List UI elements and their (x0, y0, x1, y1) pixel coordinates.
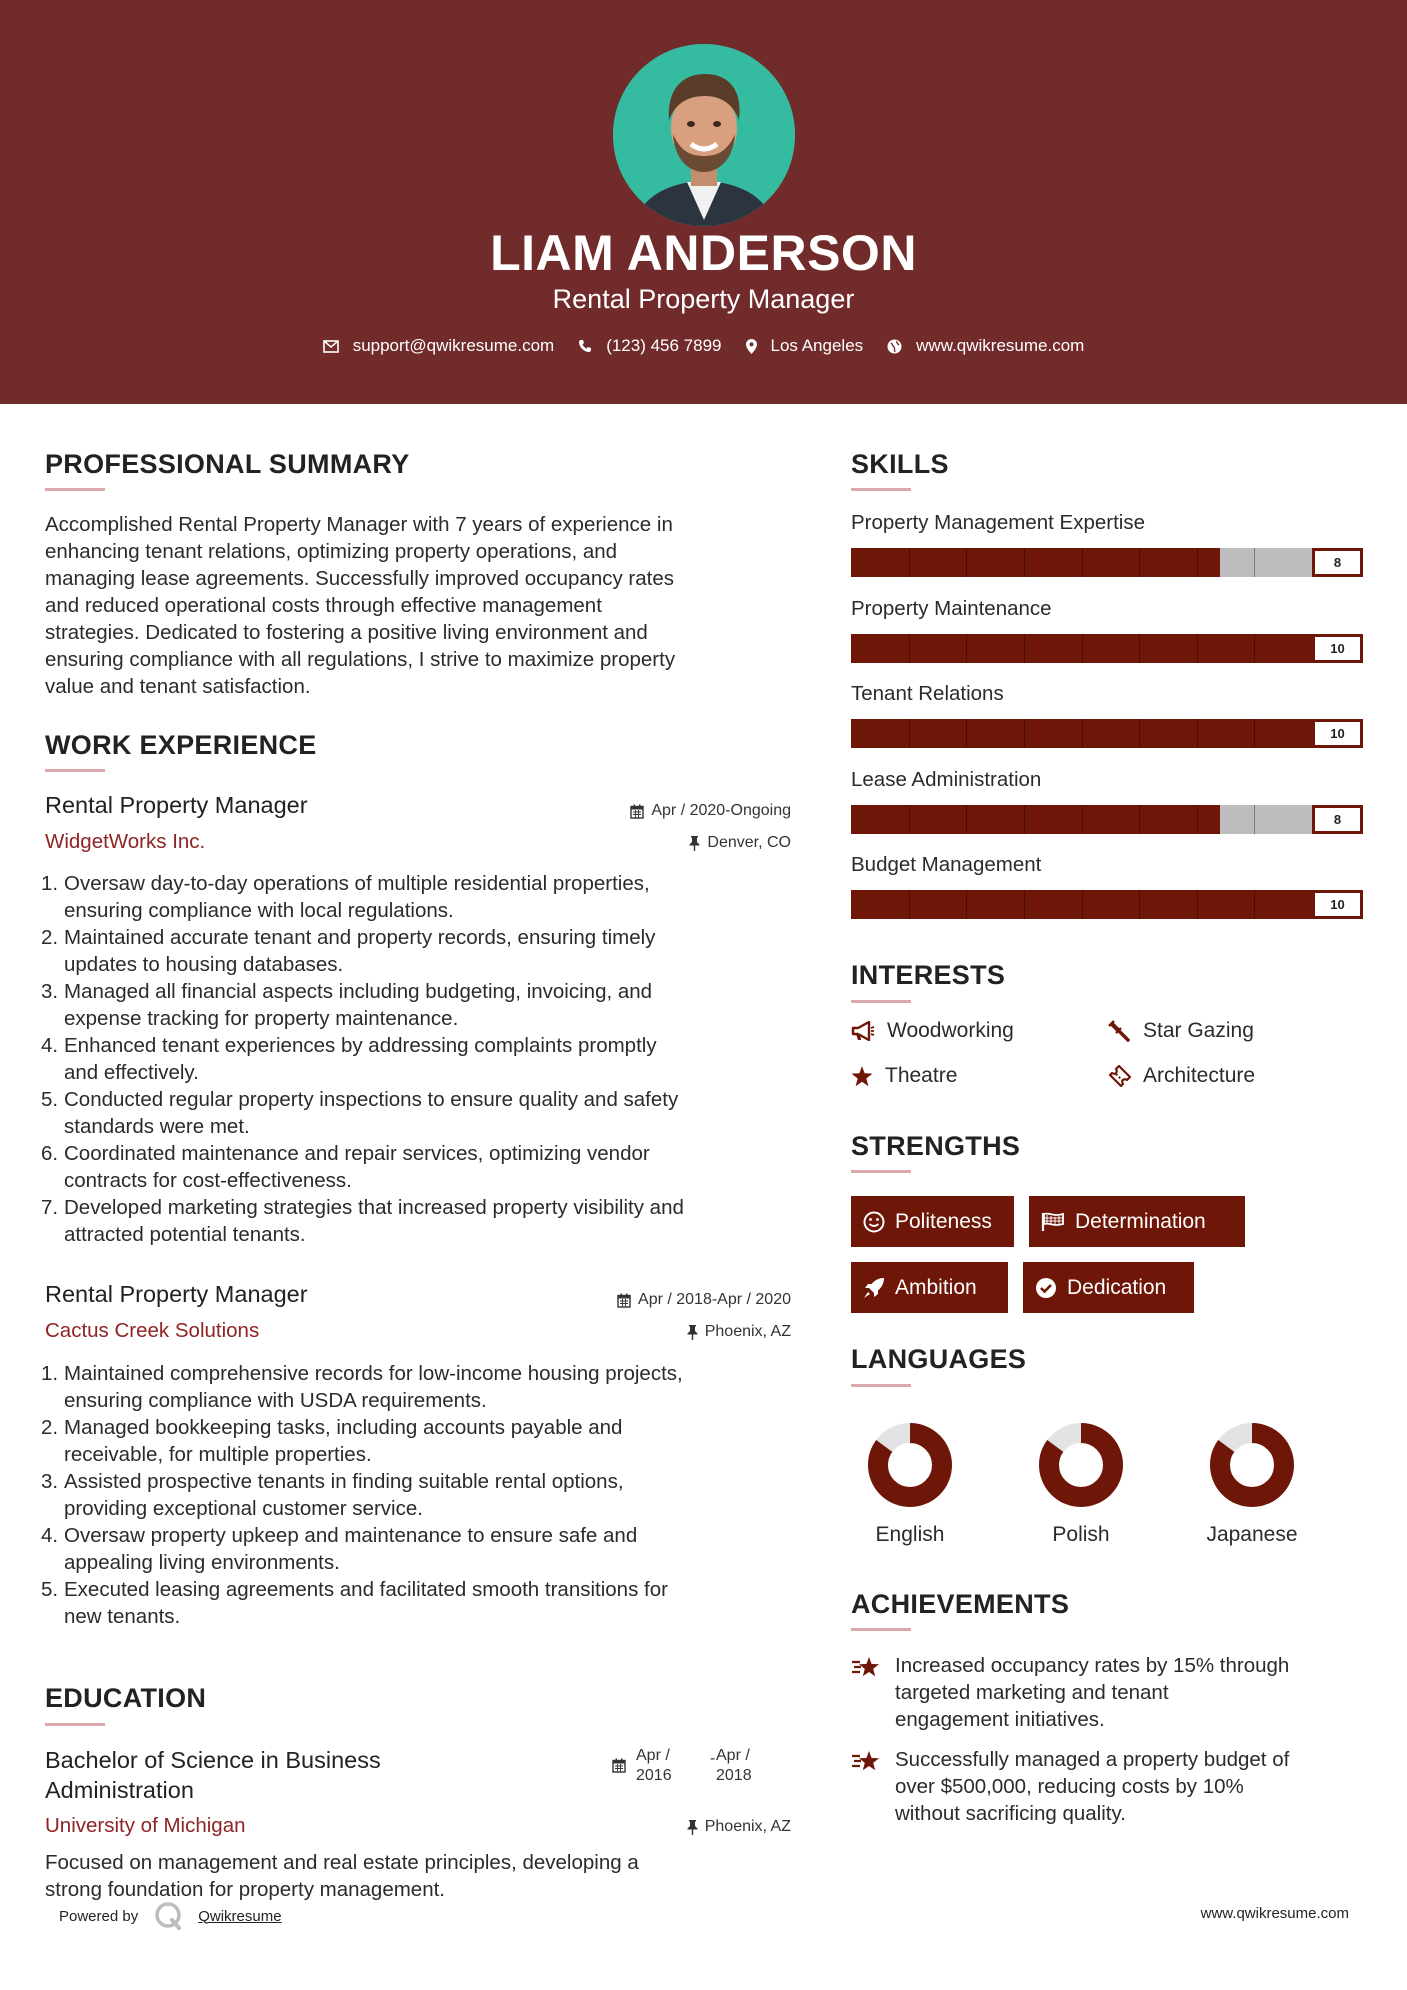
skill-bar-segment (909, 719, 910, 748)
duty-number: 2. (41, 1416, 59, 1439)
website-text: www.qwikresume.com (916, 336, 1085, 355)
job-location (687, 1323, 791, 1341)
degree-title (45, 1745, 381, 1805)
skill-bar-fill (851, 890, 1363, 919)
strength-tag (1023, 1262, 1194, 1313)
interest-item (851, 1064, 957, 1088)
duty-line: Managed all financial aspects including budgeting, invoicing, and (64, 980, 653, 1003)
duty-line: Executed leasing agreements and facilitated smooth transitions for (64, 1578, 668, 1601)
pushpin-icon (689, 836, 700, 851)
job-dates (630, 802, 791, 820)
skill-bar-segment (909, 890, 910, 919)
date-line: 2016 (636, 1767, 672, 1784)
candidate-title: Rental Property Manager (552, 284, 855, 314)
achievement-line: over $500,000, reducing costs by 10% (895, 1775, 1244, 1798)
skill-bar-segment (1024, 719, 1025, 748)
skill-label: Property Maintenance (851, 596, 1052, 620)
duty-number: 5. (41, 1088, 59, 1111)
education-location-text: Phoenix, AZ (704, 1818, 791, 1835)
skill-bar (851, 634, 1363, 663)
duty-line: and effectively. (64, 1061, 199, 1084)
duty-number: 3. (41, 1470, 59, 1493)
duty-item (41, 1140, 820, 1194)
school-name: University of Michigan (45, 1814, 246, 1837)
skill-bar-segment (1254, 805, 1255, 834)
skill-bar-segment (966, 805, 967, 834)
language-proficiency-donut (860, 1415, 960, 1515)
duty-line: contracts for cost-effectiveness. (64, 1169, 352, 1192)
duty-line: new tenants. (64, 1605, 181, 1628)
strength-tag (1029, 1196, 1245, 1247)
job-dates-text: Apr / 2020-Ongoing (651, 802, 791, 819)
achievement-text (895, 1746, 1365, 1827)
job-duties-list (41, 1360, 820, 1630)
duty-item (41, 978, 820, 1032)
duty-line: updates to housing databases. (64, 953, 344, 976)
skill-bar-segment (1139, 719, 1140, 748)
duty-number: 4. (41, 1034, 59, 1057)
job-duties-list (41, 870, 820, 1248)
skill-bar-segment (1254, 890, 1255, 919)
powered-by (59, 1901, 282, 1931)
skill-bar-segment (1082, 719, 1083, 748)
skill-bar-segment (1024, 805, 1025, 834)
shooting-star-icon (851, 1654, 883, 1680)
candidate-name: LIAM ANDERSON (490, 225, 917, 281)
skill-bar-segment (1197, 890, 1198, 919)
envelope-icon (323, 340, 339, 353)
skill-bar-segment (1197, 719, 1198, 748)
description-line: strong foundation for property management. (45, 1878, 445, 1901)
duty-item (41, 1360, 820, 1414)
duty-line: standards were met. (64, 1115, 250, 1138)
languages-heading: LANGUAGES (851, 1344, 1027, 1374)
skill-bar-segment (909, 548, 910, 577)
experience-heading-underline (45, 769, 105, 772)
strength-tag (851, 1196, 1014, 1247)
profile-photo (613, 44, 795, 226)
duty-line: Maintained accurate tenant and property records, ensuring timely (64, 926, 656, 949)
education-heading: EDUCATION (45, 1683, 207, 1713)
skill-score-badge: 8 (1312, 805, 1363, 834)
duty-line: Managed bookkeeping tasks, including accounts payable and (64, 1416, 623, 1439)
skill-bar-segment (1082, 890, 1083, 919)
duty-item (41, 924, 820, 978)
duty-number: 1. (41, 872, 59, 895)
strength-label: Dedication (1067, 1275, 1167, 1299)
strength-label: Ambition (895, 1275, 977, 1299)
skill-label: Lease Administration (851, 767, 1042, 791)
contact-website[interactable] (887, 336, 1084, 356)
duty-line: appealing living environments. (64, 1551, 340, 1574)
skill-score-badge: 10 (1312, 719, 1363, 748)
skill-bar-segment (1139, 634, 1140, 663)
skill-bar-segment (909, 805, 910, 834)
skill-bar-fill (851, 548, 1220, 577)
skill-label: Budget Management (851, 853, 1042, 876)
languages-heading-underline (851, 1384, 911, 1387)
company-name: Cactus Creek Solutions (45, 1319, 260, 1342)
job-dates-text: Apr / 2018-Apr / 2020 (638, 1291, 791, 1308)
map-marker-icon (746, 339, 757, 354)
skill-bar-segment (1082, 634, 1083, 663)
duty-line: Enhanced tenant experiences by addressing complaints promptly (64, 1034, 657, 1057)
company-name: WidgetWorks Inc. (45, 830, 206, 853)
skill-bar-segment (966, 719, 967, 748)
location-text: Los Angeles (770, 336, 864, 355)
job-title: Rental Property Manager (45, 792, 308, 818)
skill-bar-segment (1254, 634, 1255, 663)
achievement-line: Increased occupancy rates by 15% through (895, 1654, 1290, 1677)
language-proficiency-donut (1202, 1415, 1302, 1515)
skill-bar-segment (1254, 719, 1255, 748)
summary-heading-underline (45, 488, 105, 491)
skill-bar-segment (1197, 634, 1198, 663)
skill-bar-segment (1082, 548, 1083, 577)
job-dates (617, 1291, 791, 1309)
summary-line: strategies. Dedicated to fostering a positive living environment and (45, 621, 648, 644)
skill-bar (851, 805, 1363, 834)
duty-line: Coordinated maintenance and repair services, optimizing vendor (64, 1142, 650, 1165)
strengths-heading: STRENGTHS (851, 1131, 1021, 1161)
duty-number: 1. (41, 1362, 59, 1385)
check-circle-icon (1035, 1277, 1057, 1299)
powered-by-label: Powered by (59, 1907, 139, 1925)
flag-icon (1041, 1212, 1065, 1232)
interest-item (1107, 1019, 1254, 1043)
language-label: Polish (1052, 1523, 1110, 1546)
job-title: Rental Property Manager (45, 1281, 308, 1307)
skill-bar (851, 548, 1363, 577)
skill-bar-segment (1197, 548, 1198, 577)
calendar-icon (612, 1758, 626, 1773)
skill-bar-segment (1139, 805, 1140, 834)
megaphone-icon (851, 1021, 875, 1041)
contact-bar (0, 336, 1407, 356)
skill-bar-fill (851, 719, 1363, 748)
duty-item (41, 1468, 820, 1522)
education-description (45, 1849, 820, 1903)
education-start-date (636, 1746, 672, 1786)
duty-number: 6. (41, 1142, 59, 1165)
pushpin-icon (687, 1325, 698, 1340)
duty-line: ensuring compliance with USDA requirements. (64, 1389, 487, 1412)
rocket-icon (863, 1277, 885, 1299)
ticket-icon (1107, 1065, 1131, 1087)
degree-line: Bachelor of Science in Business (45, 1747, 381, 1773)
calendar-icon (617, 1293, 631, 1308)
interest-label: Architecture (1143, 1064, 1256, 1087)
summary-line: managing lease agreements. Successfully improved occupancy rates (45, 567, 674, 590)
duty-item (41, 1032, 820, 1086)
description-line: Focused on management and real estate principles, developing a (45, 1851, 639, 1874)
duty-line: ensuring compliance with local regulations. (64, 899, 454, 922)
smile-icon (863, 1211, 885, 1233)
degree-line: Administration (45, 1777, 194, 1803)
duty-item (41, 1414, 820, 1468)
achievement-line: targeted marketing and tenant (895, 1681, 1169, 1704)
contact-phone[interactable] (578, 336, 721, 356)
interest-label: Theatre (885, 1064, 958, 1087)
job-location-text: Denver, CO (707, 834, 791, 851)
skill-bar-segment (966, 634, 967, 663)
language-proficiency-donut (1031, 1415, 1131, 1515)
duty-number: 5. (41, 1578, 59, 1601)
skill-bar-fill (851, 805, 1220, 834)
footer-website[interactable]: www.qwikresume.com (1200, 1905, 1349, 1922)
duty-item (41, 1522, 820, 1576)
qwikresume-link[interactable]: Qwikresume (198, 1907, 282, 1925)
duty-number: 2. (41, 926, 59, 949)
achievement-text (895, 1652, 1365, 1733)
achievement-line: without sacrificing quality. (895, 1802, 1126, 1825)
language-label: Japanese (1206, 1523, 1298, 1546)
skill-bar-segment (1024, 548, 1025, 577)
skill-bar (851, 719, 1363, 748)
skill-bar-segment (1024, 634, 1025, 663)
skill-score-badge: 10 (1312, 634, 1363, 663)
skills-heading: SKILLS (851, 449, 949, 479)
summary-line: ensuring compliance with all regulations, I strive to maximize property (45, 648, 676, 671)
summary-text (45, 511, 815, 700)
skill-bar (851, 890, 1363, 919)
duty-line: Conducted regular property inspections to ensure quality and safety (64, 1088, 679, 1111)
duty-line: expense tracking for property maintenance. (64, 1007, 459, 1030)
education-heading-underline (45, 1723, 105, 1726)
interest-label: Star Gazing (1143, 1019, 1254, 1042)
duty-item (41, 870, 820, 924)
skill-bar-segment (1082, 805, 1083, 834)
achievements-heading: ACHIEVEMENTS (851, 1589, 1070, 1619)
skills-heading-underline (851, 488, 911, 491)
experience-heading: WORK EXPERIENCE (45, 730, 317, 760)
duty-line: receivable, for multiple properties. (64, 1443, 372, 1466)
contact-email[interactable] (323, 336, 555, 356)
duty-line: Assisted prospective tenants in finding suitable rental options, (64, 1470, 624, 1493)
achievement-line: engagement initiatives. (895, 1708, 1105, 1731)
date-line: 2018 (716, 1767, 752, 1784)
skill-score-badge: 8 (1312, 548, 1363, 577)
phone-text: (123) 456 7899 (606, 336, 722, 355)
language-label: English (875, 1523, 945, 1546)
email-text: support@qwikresume.com (352, 336, 555, 355)
contact-location (746, 336, 864, 356)
duty-number: 7. (41, 1196, 59, 1219)
skill-bar-segment (1197, 805, 1198, 834)
phone-icon (578, 339, 592, 353)
skill-bar-segment (909, 634, 910, 663)
education-location (687, 1818, 791, 1836)
calendar-icon (630, 804, 644, 819)
strengths-heading-underline (851, 1170, 911, 1173)
globe-icon (887, 339, 902, 354)
date-line: Apr / (636, 1747, 670, 1764)
skill-label: Property Management Expertise (851, 511, 1145, 534)
duty-line: providing exceptional customer service. (64, 1497, 423, 1520)
achievements-heading-underline (851, 1628, 911, 1631)
shooting-star-icon (851, 1748, 883, 1774)
duty-line: attracted potential tenants. (64, 1223, 306, 1246)
date-line: Apr / (716, 1747, 750, 1764)
skill-bar-segment (1139, 890, 1140, 919)
skill-bar-segment (966, 548, 967, 577)
skill-bar-fill (851, 634, 1363, 663)
skill-label: Tenant Relations (851, 682, 1004, 705)
job-location (689, 834, 791, 852)
interest-label: Woodworking (887, 1019, 1014, 1042)
skill-bar-segment (1024, 890, 1025, 919)
resume-header (0, 0, 1407, 404)
date-separator: - (710, 1750, 716, 1767)
interest-item (1107, 1064, 1255, 1088)
strength-tag (851, 1262, 1008, 1313)
strength-label: Politeness (895, 1209, 992, 1233)
skill-bar-segment (966, 890, 967, 919)
summary-line: value and tenant satisfaction. (45, 675, 311, 698)
education-end-date (716, 1746, 752, 1786)
achievement-item (851, 1652, 1371, 1742)
skill-bar-segment (1254, 548, 1255, 577)
summary-line: Accomplished Rental Property Manager with 7 years of experience in (45, 513, 673, 536)
skill-score-badge: 10 (1312, 890, 1363, 919)
duty-line: Oversaw day-to-day operations of multiple residential properties, (64, 872, 650, 895)
duty-item (41, 1194, 820, 1248)
duty-number: 3. (41, 980, 59, 1003)
duty-line: Maintained comprehensive records for low-income housing projects, (64, 1362, 683, 1385)
strength-label: Determination (1075, 1209, 1206, 1233)
skill-bar-segment (1139, 548, 1140, 577)
gavel-icon (1107, 1020, 1131, 1042)
summary-line: and reduced operational costs through effective management (45, 594, 602, 617)
summary-line: enhancing tenant relations, optimizing property operations, and (45, 540, 618, 563)
summary-heading: PROFESSIONAL SUMMARY (45, 449, 410, 479)
pushpin-icon (687, 1820, 698, 1835)
interests-heading-underline (851, 1000, 911, 1003)
job-location-text: Phoenix, AZ (704, 1323, 791, 1340)
achievement-item (851, 1746, 1371, 1836)
duty-line: Oversaw property upkeep and maintenance to ensure safe and (64, 1524, 638, 1547)
duty-line: Developed marketing strategies that increased property visibility and (64, 1196, 684, 1219)
achievement-line: Successfully managed a property budget of (895, 1748, 1290, 1771)
interest-item (851, 1019, 1014, 1043)
qwikresume-logo-icon (154, 1901, 184, 1931)
duty-item (41, 1086, 820, 1140)
star-icon (851, 1066, 873, 1087)
duty-item (41, 1576, 820, 1630)
interests-heading: INTERESTS (851, 960, 1006, 990)
duty-number: 4. (41, 1524, 59, 1547)
